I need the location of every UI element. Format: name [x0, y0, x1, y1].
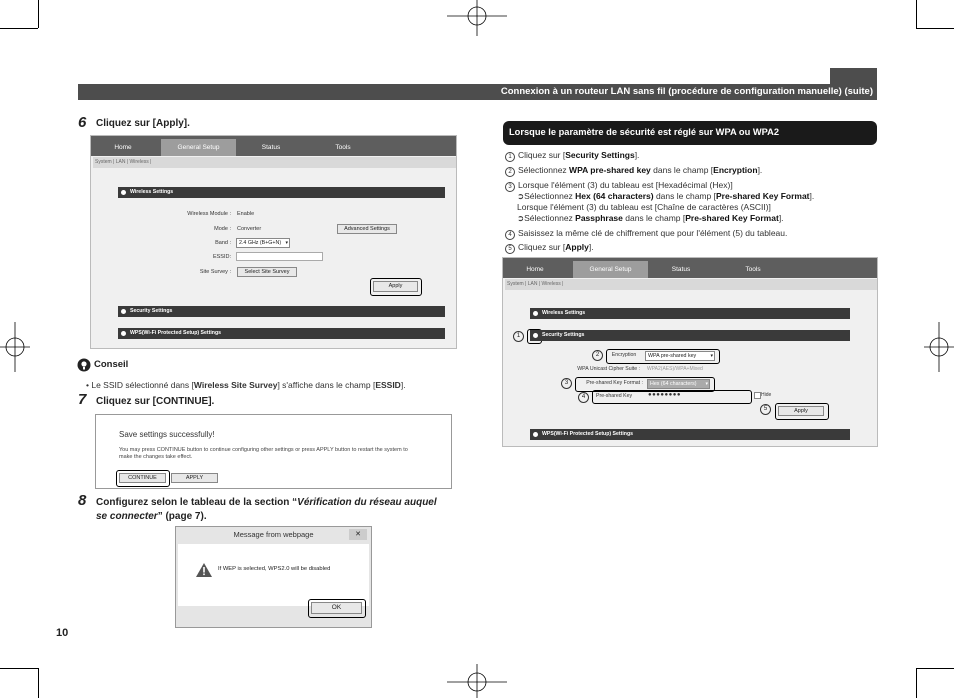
- encryption-label: Encryption: [611, 352, 637, 358]
- hide-label: Hide: [761, 392, 772, 398]
- dialog-message: If WEP is selected, WPS2.0 will be disabled: [218, 566, 331, 572]
- tab-general-setup[interactable]: General Setup: [573, 261, 648, 278]
- list-text: Lorsque l'élément (3) du tableau est [Chaîne de caractères (ASCII)]: [517, 202, 771, 212]
- tab-tools[interactable]: Tools: [745, 266, 761, 273]
- wireless-settings-bar[interactable]: [118, 187, 445, 198]
- crop-mark: [0, 28, 38, 29]
- header-title: Connexion à un routeur LAN sans fil (procédure de configuration manuelle) (suite): [500, 86, 873, 97]
- row-label: ESSID:: [212, 254, 231, 260]
- continue-button[interactable]: CONTINUE: [119, 473, 166, 483]
- registration-mark: [924, 322, 954, 372]
- page-number: 10: [56, 627, 69, 639]
- cipher-label: WPA Unicast Cipher Suite :: [577, 366, 640, 372]
- section-icon: [533, 432, 538, 437]
- wireless-settings-bar[interactable]: [530, 308, 850, 319]
- list-item: [517, 191, 814, 202]
- security-settings-bar[interactable]: [530, 330, 850, 341]
- section-title: Security Settings: [130, 308, 173, 314]
- step-text: Cliquez sur [CONTINUE].: [96, 396, 215, 407]
- list-item: [517, 202, 771, 213]
- apply-button[interactable]: Apply: [373, 281, 418, 292]
- section-icon: [121, 190, 126, 195]
- tab-status[interactable]: Status: [261, 144, 281, 151]
- row-label: Wireless Module :: [187, 211, 231, 217]
- screenshot-security-settings: [502, 257, 878, 447]
- save-title: Save settings successfully!: [119, 430, 215, 439]
- list-text: dans le champ [: [653, 191, 716, 201]
- tab-status[interactable]: Status: [671, 266, 691, 273]
- row-label: Site Survey :: [199, 269, 231, 275]
- callout-number: 1: [513, 331, 524, 342]
- row-value: Enable: [237, 211, 255, 217]
- section-icon: [121, 331, 126, 336]
- list-text: Lorsque l'élément (3) du tableau est [Hexadécimal (Hex)]: [518, 180, 733, 190]
- circled-number: 4: [505, 230, 515, 240]
- tip-text-bold: ESSID: [375, 380, 401, 390]
- tab-home[interactable]: Home: [114, 144, 132, 151]
- callout-number: 5: [760, 404, 771, 415]
- breadcrumb: System | LAN | Wireless |: [93, 157, 456, 168]
- cipher-value: WPA2(AES)/WPA+Mixed: [647, 366, 703, 372]
- screenshot-save-success: [95, 414, 452, 489]
- save-body: You may press CONTINUE button to continue configuring other settings or press APPLY button to restart the system to make the changes take effect.: [119, 447, 408, 460]
- list-text: ].: [778, 213, 784, 223]
- section-title: WPS(Wi-Fi Protected Setup) Settings: [542, 431, 634, 437]
- essid-input[interactable]: [236, 252, 323, 261]
- registration-mark: [447, 0, 507, 36]
- list-text: ].: [757, 165, 763, 175]
- tip-icon: [77, 358, 91, 372]
- tip-text-part: ] s'affiche dans le champ [: [277, 380, 376, 390]
- callout-number: 4: [578, 392, 589, 403]
- nav-bar: [91, 136, 456, 156]
- tip-text-part: ].: [400, 380, 406, 390]
- apply-button[interactable]: Apply: [778, 406, 824, 416]
- tip-text-bold: Wireless Site Survey: [193, 380, 278, 390]
- warning-icon: [196, 563, 212, 577]
- list-text: ].: [809, 191, 815, 201]
- list-item: [505, 150, 639, 162]
- list-text: ].: [634, 150, 640, 160]
- list-text-bold: Encryption: [713, 165, 758, 175]
- tab-home[interactable]: Home: [526, 266, 544, 273]
- hide-checkbox[interactable]: [754, 392, 761, 399]
- list-text-bold: Hex (64 characters): [575, 191, 654, 201]
- callout-number: 3: [561, 378, 572, 389]
- list-text: ].: [588, 242, 594, 252]
- step-text-part: Configurez selon le tableau de la section “: [96, 497, 298, 508]
- advanced-settings-button[interactable]: Advanced Settings: [337, 224, 397, 234]
- callout-number: 2: [592, 350, 603, 361]
- tip-text-part: Le SSID sélectionné dans [: [91, 380, 194, 390]
- encryption-select[interactable]: WPA pre-shared key ▾: [645, 351, 715, 361]
- tip-title: Conseil: [94, 359, 129, 370]
- list-item: [505, 165, 762, 177]
- list-text-bold: WPA pre-shared key: [569, 165, 651, 175]
- list-text: ➲Sélectionnez: [517, 191, 576, 201]
- crop-mark: [38, 668, 39, 698]
- format-select[interactable]: Hex (64 characters) ▾: [647, 379, 710, 389]
- crop-mark: [916, 28, 954, 29]
- security-settings-bar[interactable]: [118, 306, 445, 317]
- section-title: Wireless Settings: [130, 189, 174, 195]
- list-text-bold: Security Settings: [565, 150, 635, 160]
- step-number: 8: [78, 492, 87, 509]
- band-select[interactable]: 2.4 GHz (B+G+N) ▾: [236, 238, 290, 248]
- tab-tools[interactable]: Tools: [335, 144, 351, 151]
- screenshot-wireless-settings: [90, 135, 457, 349]
- crop-mark: [0, 668, 38, 669]
- list-text: Sélectionnez: [518, 165, 570, 175]
- list-text-bold: Passphrase: [575, 213, 623, 223]
- crop-mark: [38, 0, 39, 28]
- list-text-bold: Pre-shared Key Format: [685, 213, 779, 223]
- step-text-italic: se connecter: [96, 511, 158, 522]
- circled-number: 5: [505, 244, 515, 254]
- section-title: WPS(Wi-Fi Protected Setup) Settings: [130, 330, 222, 336]
- list-text: ➲Sélectionnez: [517, 213, 576, 223]
- close-icon[interactable]: ✕: [349, 529, 367, 540]
- section-title: Security Settings: [542, 332, 585, 338]
- list-item: [505, 242, 594, 254]
- registration-mark: [447, 664, 507, 698]
- tip-text: • Le SSID sélectionné dans [Wireless Site Survey] s'affiche dans le champ [ESSID].: [86, 380, 406, 390]
- row-label: Band :: [215, 240, 231, 246]
- step-text-italic: Vérification du réseau auquel: [297, 497, 437, 508]
- section-title: Wireless Settings: [542, 310, 586, 316]
- registration-mark: [0, 322, 30, 372]
- apply-button[interactable]: APPLY: [171, 473, 218, 483]
- section-icon: [533, 311, 538, 316]
- list-text: Cliquez sur [: [518, 242, 566, 252]
- list-text: dans le champ [: [622, 213, 686, 223]
- row-label: Mode :: [214, 226, 231, 232]
- section-heading: Lorsque le paramètre de sécurité est réglé sur WPA ou WPA2: [503, 121, 877, 145]
- circled-number: 1: [505, 152, 515, 162]
- step-number: 7: [78, 391, 87, 408]
- crop-mark: [916, 668, 917, 698]
- message-dialog: [175, 526, 372, 628]
- step-text: [96, 496, 437, 524]
- tab-general-setup[interactable]: General Setup: [161, 139, 236, 156]
- ok-button[interactable]: OK: [311, 602, 362, 614]
- breadcrumb: System | LAN | Wireless |: [505, 279, 877, 290]
- list-item: [517, 213, 784, 224]
- nav-bar: [503, 258, 877, 278]
- format-label: Pre-shared Key Format :: [586, 380, 643, 386]
- wps-settings-bar[interactable]: [530, 429, 850, 440]
- circled-number: 3: [505, 182, 515, 192]
- key-input[interactable]: ●●●●●●●●: [648, 392, 681, 398]
- step-text-part: ” (page 7).: [157, 511, 207, 522]
- list-text-bold: Apply: [565, 242, 589, 252]
- list-item: [505, 228, 787, 240]
- section-icon: [533, 333, 538, 338]
- section-icon: [121, 309, 126, 314]
- crop-mark: [916, 668, 954, 669]
- key-label: Pre-shared Key: [596, 393, 633, 399]
- page-header: [78, 84, 876, 100]
- list-text: Cliquez sur [: [518, 150, 566, 160]
- list-text-bold: Pre-shared Key Format: [715, 191, 810, 201]
- select-site-survey-button[interactable]: Select Site Survey: [237, 267, 297, 277]
- list-text: dans le champ [: [650, 165, 714, 175]
- circled-number: 2: [505, 167, 515, 177]
- mode-value: Converter: [237, 226, 262, 232]
- crop-mark: [916, 0, 917, 28]
- dialog-title: Message from webpage: [233, 530, 314, 539]
- step-text: Cliquez sur [Apply].: [96, 118, 190, 129]
- list-text: Saisissez la même clé de chiffrement que pour l'élément (5) du tableau.: [518, 228, 788, 238]
- step-number: 6: [78, 114, 87, 131]
- wps-settings-bar[interactable]: [118, 328, 445, 339]
